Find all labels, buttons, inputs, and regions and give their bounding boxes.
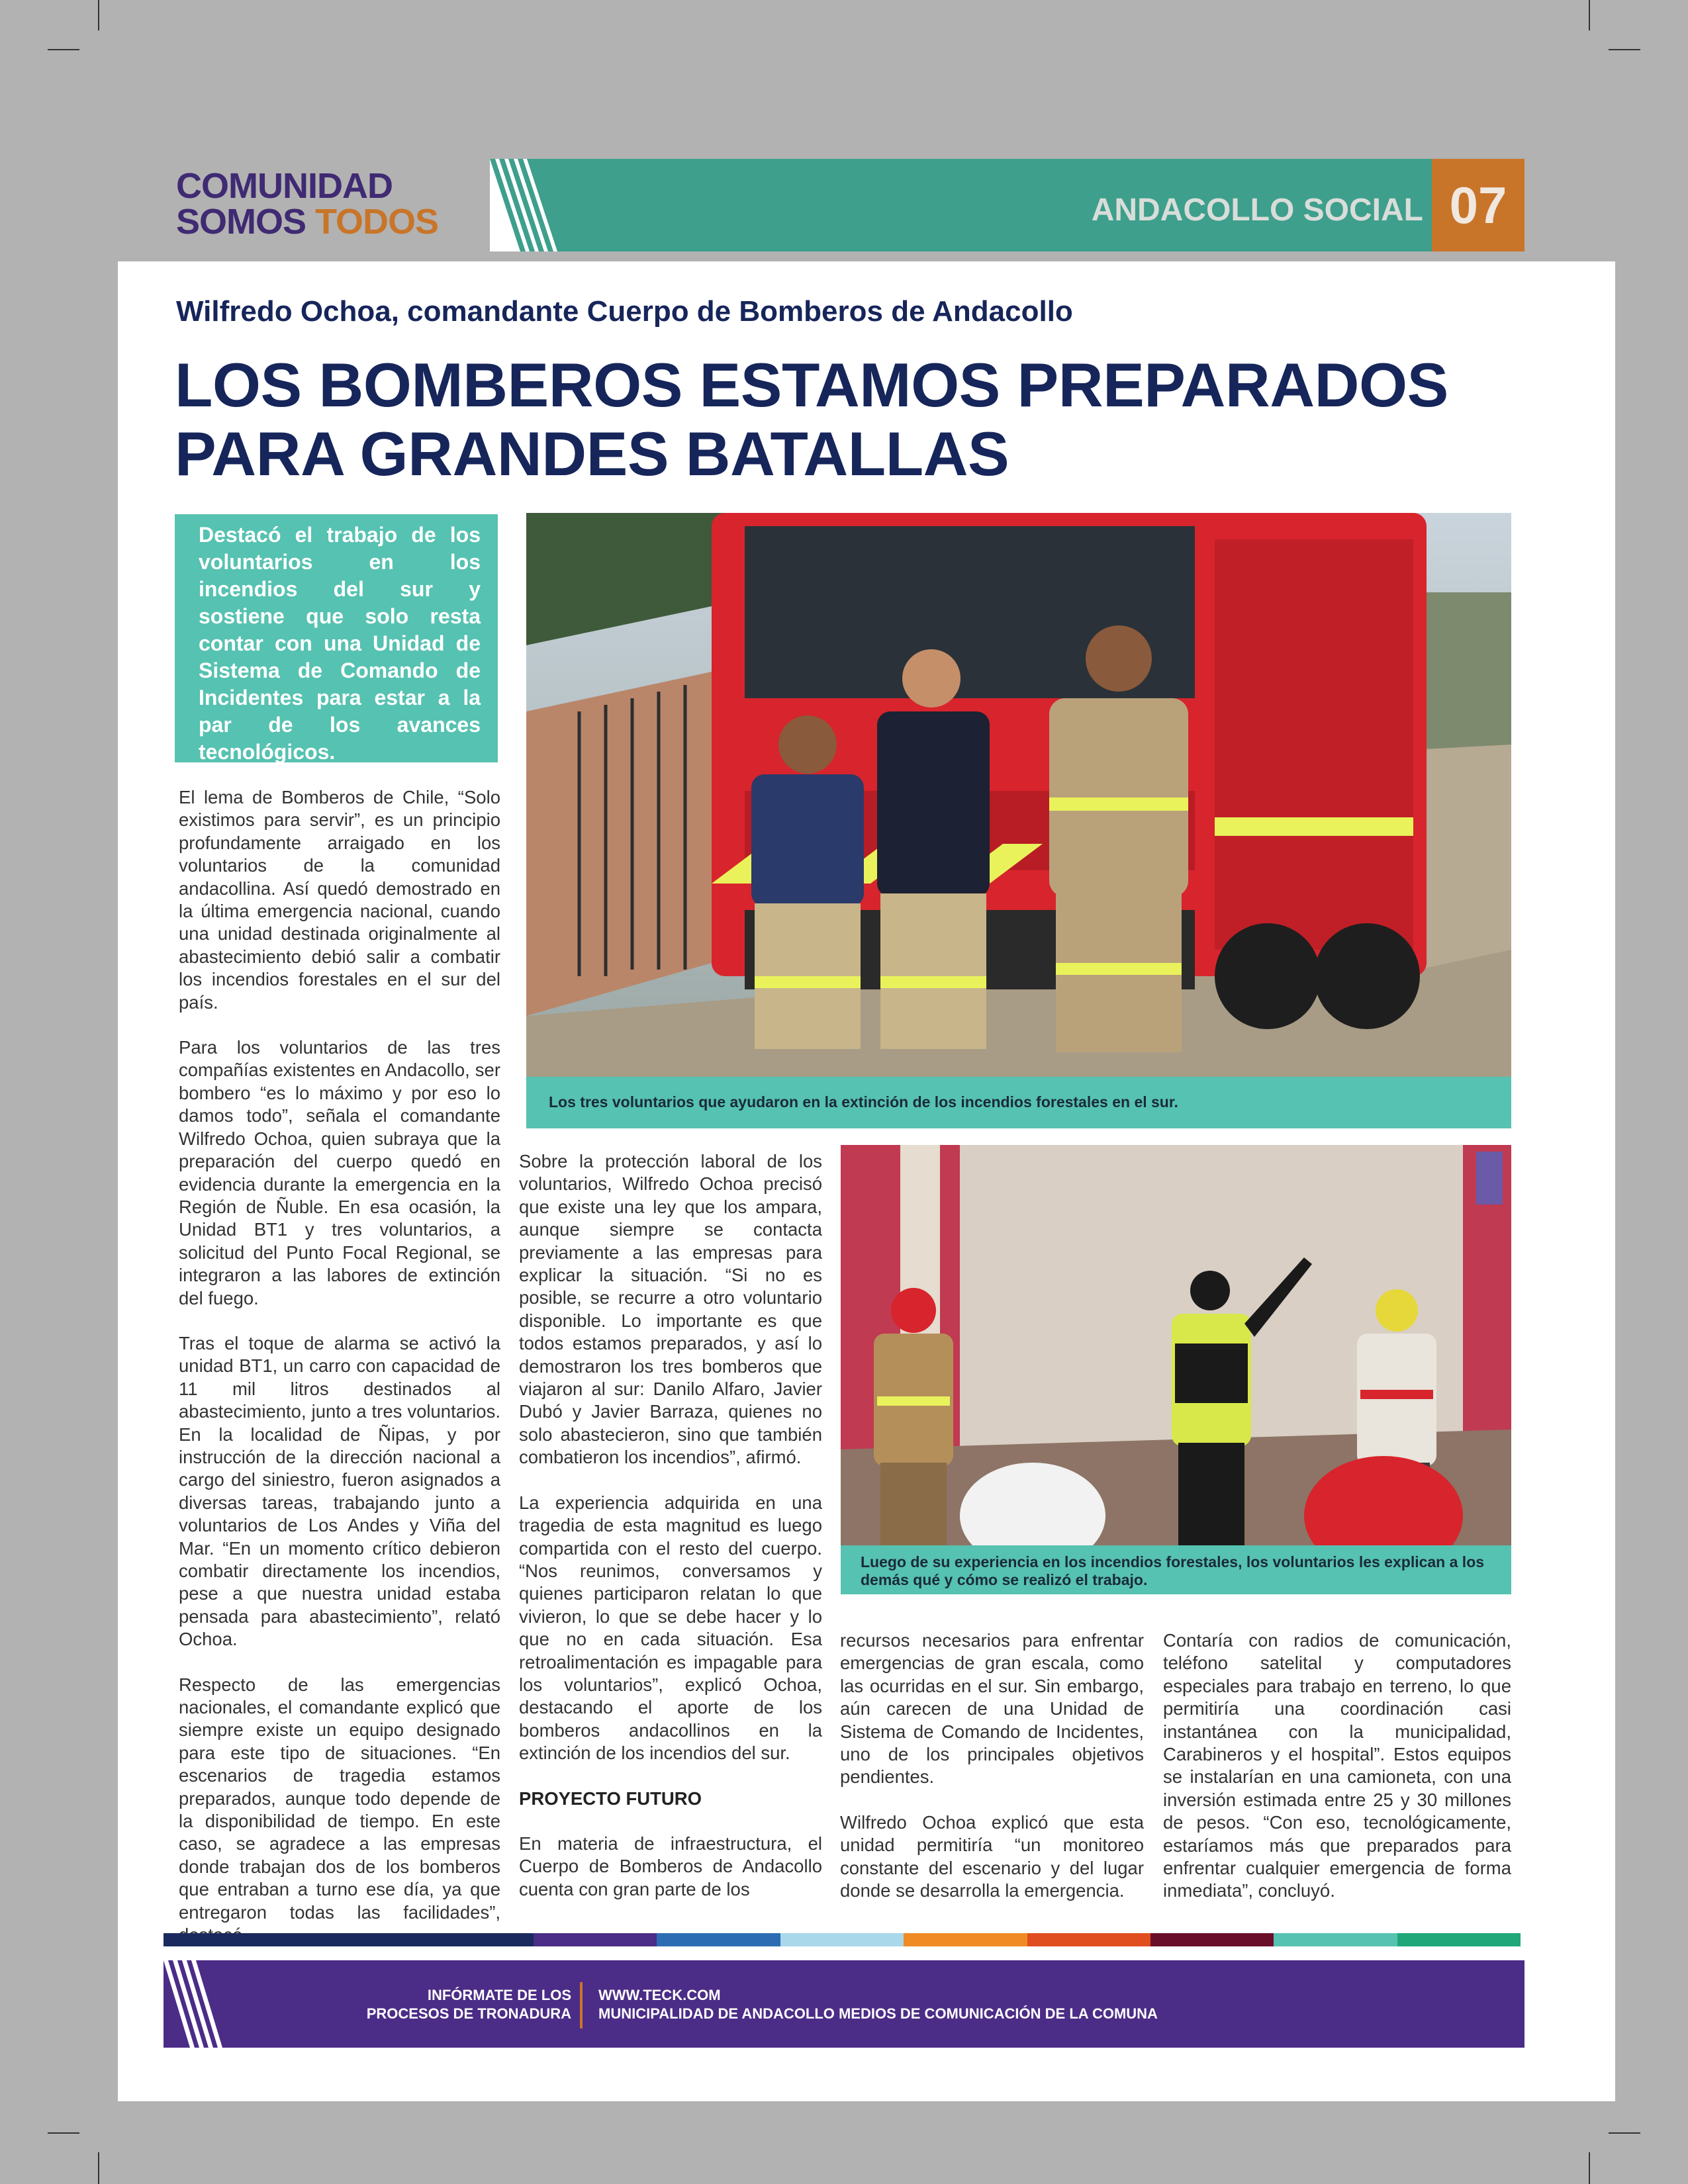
headline-line-1: LOS BOMBEROS ESTAMOS PREPARADOS bbox=[175, 350, 1448, 420]
article-column-2 bbox=[519, 1150, 822, 1901]
strip-segment bbox=[1150, 1933, 1274, 1946]
article-headline bbox=[175, 351, 1532, 488]
strip-segment bbox=[780, 1933, 904, 1946]
crop-mark bbox=[48, 2132, 79, 2134]
brand-logo bbox=[176, 168, 438, 240]
footer-left-text bbox=[318, 1986, 571, 2023]
crop-mark bbox=[1589, 2152, 1590, 2184]
header-stripes-decoration bbox=[490, 159, 563, 251]
col3-paragraph: recursos necesarios para enfrentar emergencias de gran escala, como las ocurridas en el sur. Sin embargo, aún carecen de una Unidad de Sistema de Comando de Incidentes, uno de los principales objetivos pendientes. bbox=[840, 1630, 1144, 1788]
subheading-proyecto-futuro: PROYECTO FUTURO bbox=[519, 1788, 702, 1809]
strip-segment bbox=[287, 1933, 410, 1946]
photo-firefighters-briefing bbox=[841, 1145, 1511, 1545]
crop-mark bbox=[1589, 0, 1590, 30]
footer-municipality-line: MUNICIPALIDAD DE ANDACOLLO MEDIOS DE COMUNICACIÓN DE LA COMUNA bbox=[598, 2005, 1158, 2022]
col2-paragraph: En materia de infraestructura, el Cuerpo de Bomberos de Andacollo cuenta con gran parte de los bbox=[519, 1833, 822, 1899]
brand-line-2 bbox=[176, 204, 438, 240]
footer-left-line-2: PROCESOS DE TRONADURA bbox=[366, 2005, 571, 2022]
page-number: 07 bbox=[1432, 159, 1524, 251]
col3-paragraph: Wilfredo Ochoa explicó que esta unidad permitiría “un monitoreo constante del escenario y del lugar donde se desarrolla la emergencia. bbox=[840, 1811, 1144, 1901]
crop-mark bbox=[98, 0, 99, 30]
footer-right-text bbox=[598, 1986, 1158, 2023]
strip-segment bbox=[534, 1933, 657, 1946]
col2-paragraph: Sobre la protección laboral de los voluntarios, Wilfredo Ochoa precisó que existe una ley que los ampara, aunque siempre se contacta previamente a las empresas para explicar la situación. “Si no es posible, se recurre a otro voluntario disponible. Lo importante es que todos estamos preparados, y así lo demostraron los tres bomberos que viajaron al sur: Danilo Alfaro, Javier Dubó y Javier Barraza, quienes no solo abastecieron, sino que también combatieron los incendios”, afirmó. bbox=[519, 1151, 822, 1468]
col1-paragraph: El lema de Bomberos de Chile, “Solo existimos para servir”, es un principio profundamente arraigado en los voluntarios de la comunidad andacollina. Así quedó demostrado en la última emergencia nacional, cuando una unidad destinada originalmente al abastecimiento debió salir a combatir los incendios forestales en el sur del país. bbox=[179, 787, 500, 1013]
col1-paragraph: Respecto de las emergencias nacionales, el comandante explicó que siempre existe un equipo designado para este tipo de situaciones. “En escenarios de tragedia estamos preparados, aunque todo depende de la disponibilidad de tiempo. En este caso, se agradece a las empresas donde trabajan dos de los bomberos que entraban a turno ese día, ya que entregaron todas las facilidades”, bbox=[179, 1674, 500, 1923]
article-kicker: Wilfredo Ochoa, comandante Cuerpo de Bomberos de Andacollo bbox=[176, 295, 1073, 328]
brand-line-1: COMUNIDAD bbox=[176, 166, 393, 206]
col1-paragraph: Tras el toque de alarma se activó la unidad BT1, un carro con capacidad de 11 mil litros destinados al abastecimiento, junto a tres voluntarios. En la localidad de Ñipas, y por instrucción de la dirección nacional a cargo del siniestro, fueron asignados a diversas tareas, trabajando junto a voluntarios de Los Andes y Viña del Mar. “En un momento crítico debieron combatir directamente los incendios, pese a que nuestra unidad estaba pensada para abastecimiento”, relató Ochoa. bbox=[179, 1332, 500, 1650]
footer-color-strip bbox=[164, 1933, 1521, 1946]
strip-segment bbox=[164, 1933, 287, 1946]
strip-segment bbox=[904, 1933, 1027, 1946]
footer-divider bbox=[580, 1982, 583, 2028]
brand-somos: SOMOS bbox=[176, 202, 316, 242]
crop-mark bbox=[1609, 49, 1640, 50]
col1-paragraph: Para los voluntarios de las tres compañías existentes en Andacollo, ser bombero “es lo máximo y por eso lo damos todo”, señala el comandante Wilfredo Ochoa, quien subraya que la preparación del cuerpo quedó en evidencia durante la emergencia en la Región de Ñuble. En esa ocasión, la Unidad BT1 y tres voluntarios, a solicitud del Punto Focal Regional, se integraron a las labores de extinción del fuego. bbox=[179, 1037, 500, 1308]
col2-paragraph: La experiencia adquirida en una tragedia de esta magnitud es luego compartida con el resto del cuerpo. “Nos reunimos, conversamos y quienes participaron relatan lo que vivieron, lo que se debe hacer y lo que no en cada situación. Esa retroalimentación es impagable para los voluntarios”, explicó Ochoa, destacando el aporte de los bomberos andacollinos en la extinción de los incendios del sur. bbox=[519, 1492, 822, 1764]
article-column-4 bbox=[1163, 1629, 1511, 1903]
photo-2-caption-bar bbox=[841, 1545, 1511, 1594]
article-column-3 bbox=[840, 1629, 1144, 1902]
footer-stripes-decoration bbox=[164, 1960, 230, 2048]
footer-website-link[interactable]: WWW.TECK.COM bbox=[598, 1987, 721, 2003]
strip-segment bbox=[657, 1933, 780, 1946]
strip-segment bbox=[1027, 1933, 1150, 1946]
crop-mark bbox=[98, 2152, 99, 2184]
crop-mark bbox=[48, 49, 79, 50]
crop-mark bbox=[1609, 2132, 1640, 2134]
strip-segment bbox=[1274, 1933, 1397, 1946]
section-label: ANDACOLLO SOCIAL bbox=[1091, 193, 1423, 228]
photo-firefighters-truck bbox=[526, 513, 1511, 1077]
lead-text: Destacó el trabajo de los voluntarios en los incendios del sur y sostiene que solo resta contar con una Unidad de Sistema de Comando de Incidentes para estar a la par de los avances tecnológicos. bbox=[199, 523, 481, 764]
brand-todos: TODOS bbox=[315, 202, 439, 242]
strip-segment bbox=[1397, 1933, 1521, 1946]
footer-left-line-1: INFÓRMATE DE LOS bbox=[427, 1987, 571, 2003]
photo-2-caption: Luego de su experiencia en los incendios forestales, los voluntarios les explican a los demás qué y cómo se realizó el trabajo. bbox=[861, 1553, 1485, 1588]
headline-line-2: PARA GRANDES BATALLAS bbox=[175, 419, 1009, 488]
photo-1-caption: Los tres voluntarios que ayudaron en la extinción de los incendios forestales en el sur. bbox=[549, 1093, 1178, 1111]
article-column-1 bbox=[179, 786, 500, 1947]
col4-paragraph: Contaría con radios de comunicación, teléfono satelital y computadores especiales para trabajo en terreno, lo que permitiría una coordinación casi instantánea con la municipalidad, Carabineros y el hospital”. Estos equipos se instalarían en una camioneta, con una inversión estimada entre 25 y 30 millones de pesos. “Con eso, tecnológicamente, estaríamos más que preparados para enfrentar cualquier emergencia de forma inmediata”, concluyó. bbox=[1163, 1630, 1511, 1901]
strip-segment bbox=[410, 1933, 534, 1946]
photo-1-caption-bar bbox=[526, 1077, 1511, 1128]
